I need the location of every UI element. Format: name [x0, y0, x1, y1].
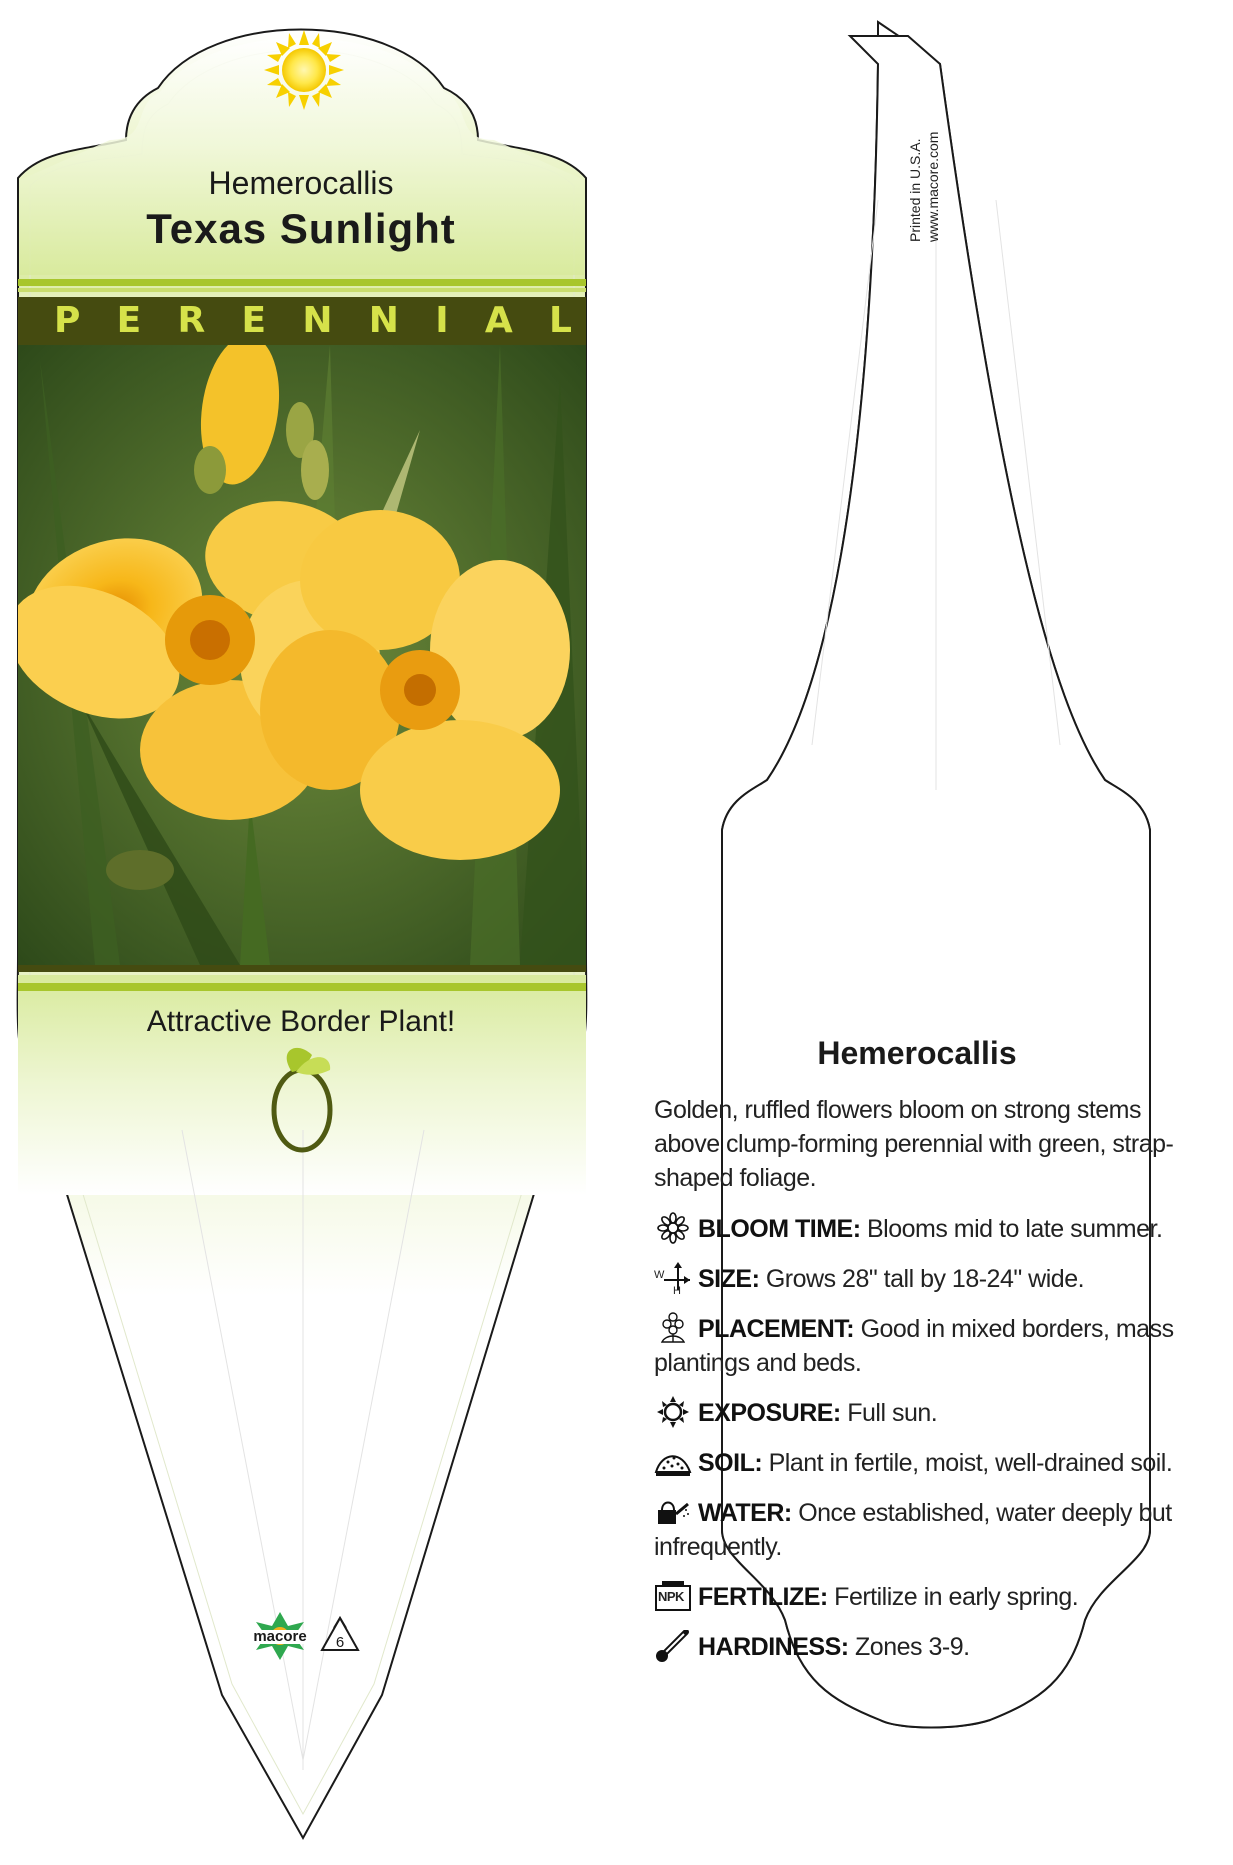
front-tagline: Attractive Border Plant!: [146, 1005, 456, 1038]
info-fertilize: [654, 1580, 1194, 1614]
printed-in-usa: [902, 92, 942, 242]
recycle-code: 6: [335, 1634, 345, 1651]
info-bloom-time: [654, 1212, 1194, 1246]
front-genus: Hemerocallis: [208, 165, 394, 201]
placement-icon: [654, 1312, 692, 1344]
info-hardiness: [654, 1630, 1194, 1664]
banner-letter: A: [484, 300, 513, 341]
info-label: PLACEMENT:: [698, 1315, 855, 1343]
banner-letter: R: [177, 300, 206, 341]
info-water: [654, 1496, 1194, 1564]
info-label: HARDINESS:: [698, 1633, 849, 1661]
size-icon: [654, 1262, 692, 1297]
soil-icon: [654, 1446, 692, 1478]
info-text: Once established, water deeply but infrequently.: [654, 1499, 1172, 1561]
info-text: Blooms mid to late summer.: [866, 1215, 1163, 1243]
thermometer-icon: [654, 1630, 692, 1662]
info-label: FERTILIZE:: [698, 1583, 828, 1611]
info-label: BLOOM TIME:: [698, 1215, 861, 1243]
care-info-list: [654, 1212, 1194, 1680]
info-placement: [654, 1312, 1194, 1380]
banner-letter: N: [368, 300, 399, 341]
banner-letter: E: [241, 300, 267, 341]
npk-icon: [654, 1580, 692, 1612]
back-description: Golden, ruffled flowers bloom on strong stems above clump-forming perennial with green, strap-shaped foliage.: [654, 1096, 1174, 1192]
banner-letter: E: [116, 300, 142, 341]
info-size: [654, 1262, 1194, 1296]
info-text: Plant in fertile, moist, well-drained soil.: [768, 1449, 1173, 1477]
size-w-letter: W: [654, 1269, 664, 1281]
front-cultivar: Texas Sunlight: [146, 205, 456, 252]
info-text: Full sun.: [847, 1399, 938, 1427]
perennial-banner-text: [18, 297, 586, 345]
sun-icon: [654, 1396, 692, 1428]
banner-letter: N: [302, 300, 333, 341]
printed-line-2: www.macore.com: [925, 131, 941, 242]
info-label: SOIL:: [698, 1449, 763, 1477]
plant-photo: [0, 330, 586, 965]
info-text: Zones 3-9.: [855, 1633, 970, 1661]
info-text: Fertilize in early spring.: [834, 1583, 1079, 1611]
banner-letter: P: [54, 300, 81, 341]
printed-line-1: Printed in U.S.A.: [907, 138, 923, 242]
brand-name: macore: [253, 1628, 307, 1645]
back-title: Hemerocallis: [817, 1035, 1017, 1071]
watering-can-icon: [654, 1496, 692, 1528]
npk-label: NPK: [658, 1589, 684, 1604]
info-exposure: [654, 1396, 1194, 1430]
size-h-letter: H: [673, 1285, 681, 1297]
sun-icon: [264, 30, 344, 110]
banner-letter: L: [549, 300, 572, 341]
info-text: Grows 28" tall by 18-24" wide.: [765, 1265, 1085, 1293]
info-text: Good in mixed borders, mass plantings and beds.: [654, 1315, 1174, 1377]
info-label: EXPOSURE:: [698, 1399, 841, 1427]
flower-icon: [654, 1212, 692, 1244]
banner-letter: I: [435, 300, 449, 341]
info-label: WATER:: [698, 1499, 792, 1527]
info-soil: [654, 1446, 1194, 1480]
info-label: SIZE:: [698, 1265, 760, 1293]
